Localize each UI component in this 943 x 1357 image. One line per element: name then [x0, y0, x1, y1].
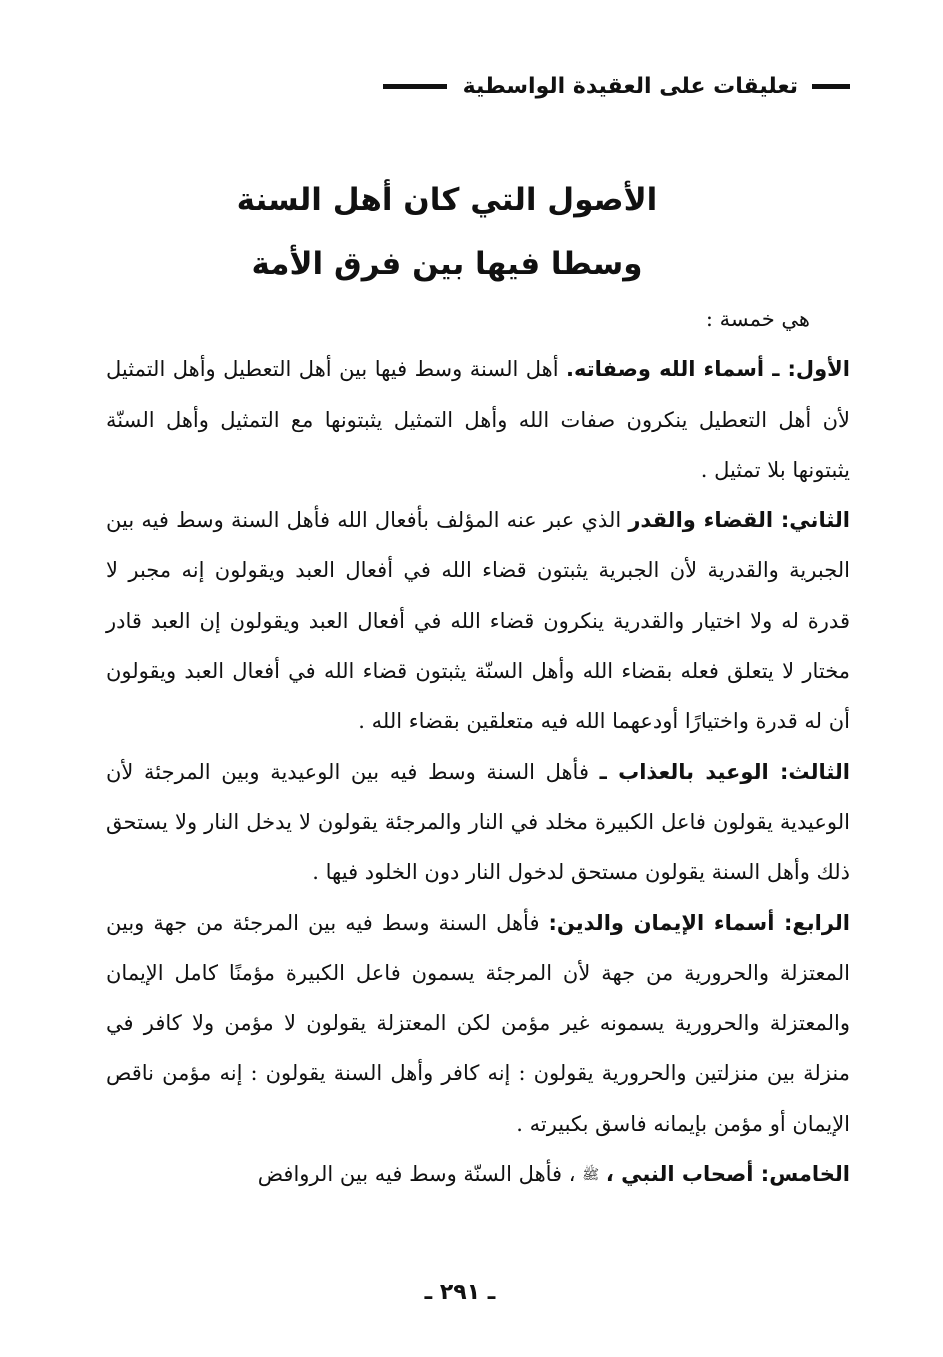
principle-3-text: فأهل السنة وسط فيه بين الوعيدية وبين المرجئة لأن الوعيدية يقولون فاعل الكبيرة مخلد في النار والمرجئة يقولون لا يدخل النار ولا يستحق ذلك وأهل السنة يقولون مستحق لدخول النار دون الخلود فيها . [106, 759, 850, 885]
principle-4 [106, 898, 850, 1149]
principle-3 [106, 747, 850, 898]
principle-4-text: فأهل السنة وسط فيه بين المرجئة من جهة وبين المعتزلة والحرورية من جهة لأن المرجئة يسمون فاعل الكبيرة مؤمنًا كامل الإيمان والمعتزلة والحرورية يسمونه غير مؤمن لكن المعتزلة يقولون لا مؤمن ولا كافر في منزلة بين منزلتين والحرورية يقولون : إنه كافر وأهل السنة يقولون : إنه مؤمن ناقص الإيمان أو مؤمن بإيمانه فاسق بكبيرته . [106, 910, 850, 1136]
principle-5 [106, 1149, 850, 1200]
principle-1-lead: الأول: ـ أسماء الله وصفاته. [566, 357, 850, 382]
running-header [108, 66, 850, 106]
section-title [200, 168, 694, 296]
intro-line: هي خمسة : [705, 307, 810, 331]
principle-3-lead: الثالث: الوعيد بالعذاب ـ [599, 759, 850, 784]
section-title-line-2: وسطا فيها بين فرق الأمة [251, 246, 643, 282]
principle-2-lead: الثاني: القضاء والقدر [628, 508, 850, 533]
honorific-symbol: ﷺ [582, 1167, 600, 1184]
principle-4-lead: الرابع: أسماء الإيمان والدين: [548, 910, 851, 935]
principle-2-text: الذي عبر عنه المؤلف بأفعال الله فأهل السنة وسط فيه بين الجبرية والقدرية لأن الجبرية يثبتون قضاء الله في أفعال العبد ويقولون إنه مجبر لا قدرة له ولا اختيار والقدرية ينكرون قضاء الله في أفعال العبد ويقولون إن العبد قادر مختار لا يتعلق فعله بقضاء الله وأهل السنّة يثبتون قضاء الله في أفعال العبد ويقولون أن له قدرة واختيارًا أودعهما الله فيه متعلقين بقضاء الله . [106, 508, 850, 734]
page-number: ـ ٢٩١ ـ [424, 1280, 496, 1305]
body-text [106, 294, 850, 1200]
header-rule-right [812, 84, 850, 89]
header-rule-left [383, 84, 447, 89]
running-header-title: تعليقات على العقيدة الواسطية [462, 73, 798, 99]
principle-2 [106, 495, 850, 746]
section-title-line-1: الأصول التي كان أهل السنة [236, 182, 658, 218]
principle-1 [106, 344, 850, 495]
principle-5-text: ، فأهل السنّة وسط فيه بين الروافض [257, 1162, 583, 1187]
principle-1-text: أهل السنة وسط فيها بين أهل التعطيل وأهل التمثيل لأن أهل التعطيل ينكرون صفات الله وأهل التمثيل يثبتونها مع التمثيل وأهل السنّة يثبتونها بلا تمثيل . [106, 357, 850, 482]
principle-5-lead: الخامس: أصحاب النبي ، [605, 1162, 850, 1187]
